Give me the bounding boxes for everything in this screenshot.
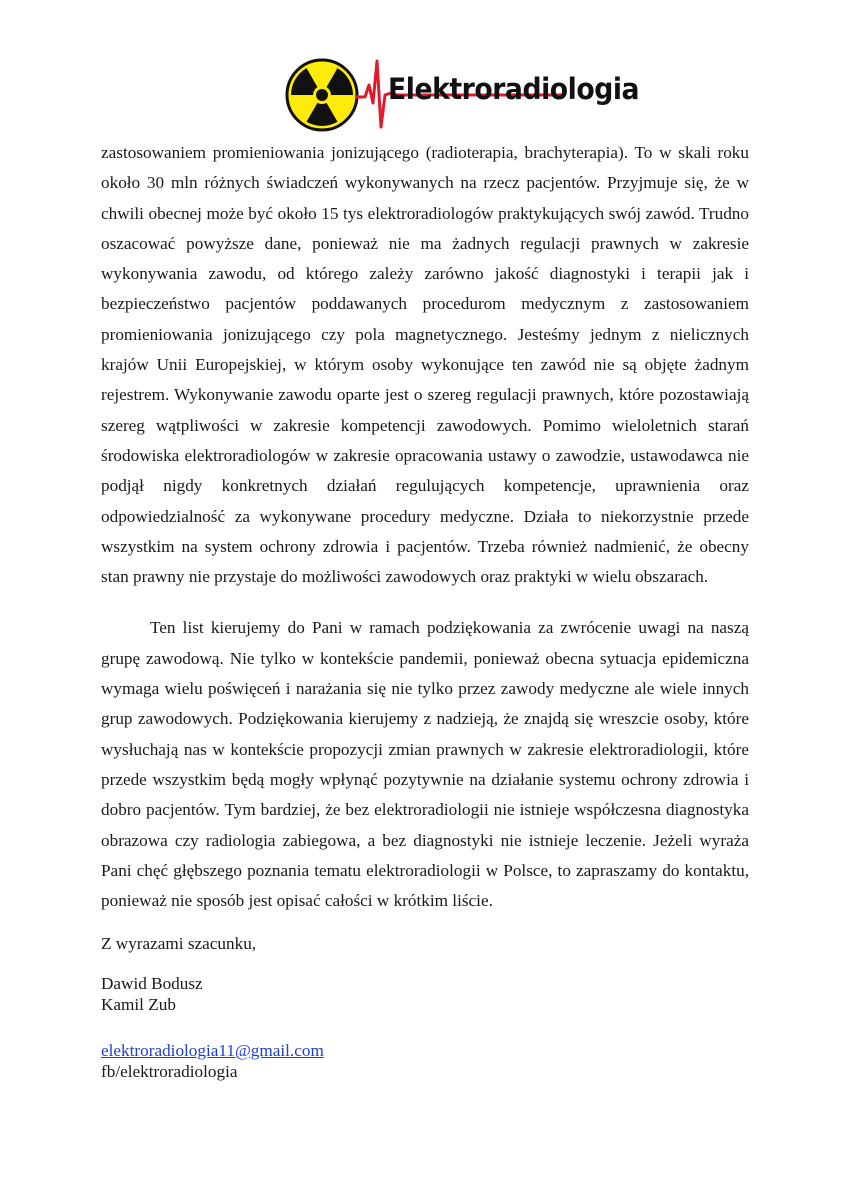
paragraph-1: zastosowaniem promieniowania jonizującego (radioterapia, brachyterapia). To w skali roku około 30 mln różnych świadczeń wykonywanych na rzecz pacjentów. Przyjmuje się, że w chwili obecnej może być około 15 tys elektroradiologów praktykujących swój zawód. Trudno oszacować powyższe dane, ponieważ nie ma żadnych regulacji prawnych w zakresie wykonywania zawodu, od którego zależy zarówno jakość diagnostyki i terapii jak i bezpieczeństwo pacjentów poddawanych procedurom medycznym z zastosowaniem promieniowania jonizującego czy pola magnetycznego. Jesteśmy jednym z nielicznych krajów Unii Europejskiej, w którym osoby wykonujące ten zawód nie są objęte żadnym rejestrem. Wykonywanie zawodu oparte jest o szereg regulacji prawnych, które pozostawiają szereg wątpliwości w zakresie kompetencji zawodowych. Pomimo wieloletnich starań środowiska elektroradiologów w zakresie opracowania ustawy o zawodzie, ustawodawca nie podjął nigdy konkretnych działań regulujących kompetencje, uprawnienia oraz odpowiedzialność za wykonywane procedury medyczne. Działa to niekorzystnie przede wszystkim na system ochrony zdrowia i pacjentów. Trzeba również nadmienić, że obecny stan prawny nie przystaje do możliwości zawodowych oraz praktyki w wielu obszarach. [101, 143, 749, 587]
signatory-name: Kamil Zub [101, 995, 176, 1014]
signatory-name: Dawid Bodusz [101, 974, 203, 993]
contact-email[interactable] [101, 1040, 701, 1061]
brand-logo [285, 55, 640, 135]
facebook-handle: fb/elektroradiologia [101, 1062, 238, 1081]
salutation: Z wyrazami szacunku, [101, 934, 257, 953]
paragraph-2: Ten list kierujemy do Pani w ramach podziękowania za zwrócenie uwagi na naszą grupę zawodową. Nie tylko w kontekście pandemii, ponieważ obecna sytuacja epidemiczna wymaga wielu poświęceń i narażania się nie tylko przez zawody medyczne ale wiele innych grup zawodowych. Podziękowania kierujemy z nadzieją, że znajdą się wreszcie osoby, które wysłuchają nas w kontekście propozycji zmian prawnych w zakresie elektroradiologii, które przede wszystkim będą mogły wpłynąć pozytywnie na działanie systemu ochrony zdrowia i dobro pacjentów. Tym bardziej, że bez elektroradiologii nie istnieje współczesna diagnostyka obrazowa czy radiologia zabiegowa, a bez diagnostyki nie istnieje leczenie. Jeżeli wyraża Pani chęć głębszego poznania tematu elektroradiologii w Polsce, to zapraszamy do kontaktu, ponieważ nie sposób jest opisać całości w krótkim liście. [101, 618, 749, 911]
brand-name: Elektroradiologia [388, 72, 640, 106]
signatories [101, 973, 701, 1015]
letter-body [101, 138, 749, 916]
email-link[interactable]: elektroradiologia11@gmail.com [101, 1041, 324, 1060]
closing-block [101, 933, 701, 1082]
